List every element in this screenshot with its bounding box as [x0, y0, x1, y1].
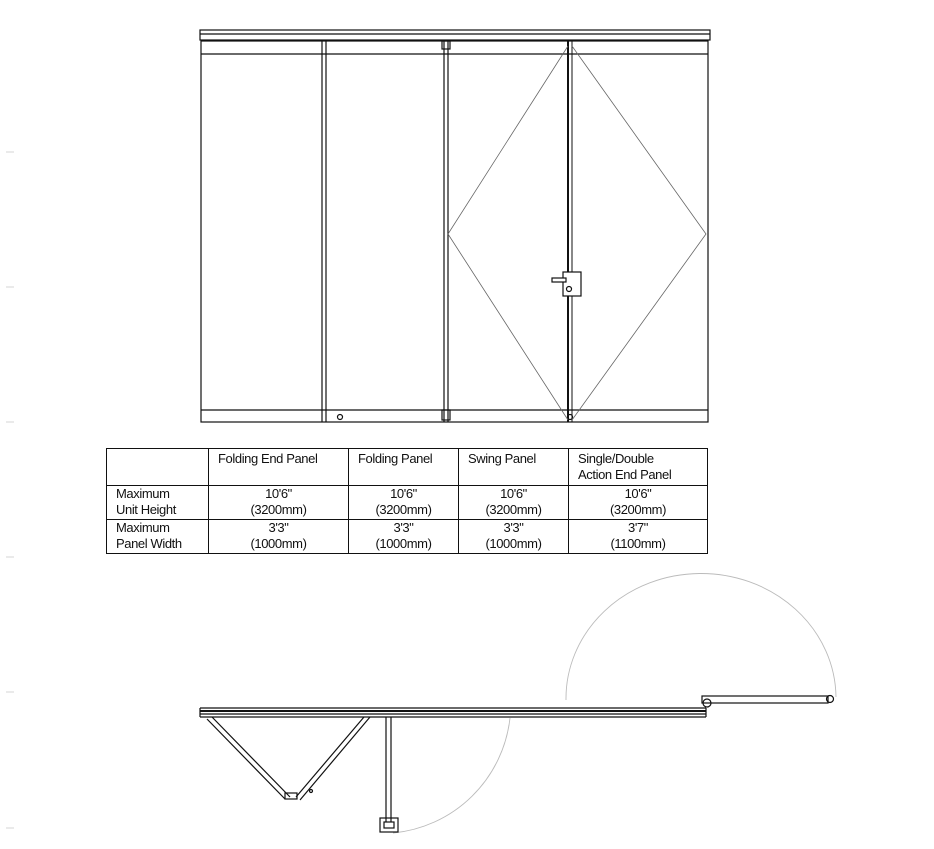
table-cell: 3'3" (1000mm) — [349, 520, 459, 554]
table-cell: 10'6" (3200mm) — [569, 486, 708, 520]
table-row-max-panel-width — [107, 520, 708, 554]
spec-table — [106, 448, 708, 554]
header-folding-end-panel: Folding End Panel — [209, 449, 349, 486]
row-label: Maximum Panel Width — [107, 520, 209, 554]
swing-panel-plan — [380, 717, 398, 832]
header-action-end-panel: Single/Double Action End Panel — [569, 449, 708, 486]
table-cell: 3'3" (1000mm) — [209, 520, 349, 554]
header-swing-panel: Swing Panel — [459, 449, 569, 486]
table-cell: 3'7" (1100mm) — [569, 520, 708, 554]
table-row-max-unit-height — [107, 486, 708, 520]
table-cell: 10'6" (3200mm) — [459, 486, 569, 520]
row-label: Maximum Unit Height — [107, 486, 209, 520]
table-cell: 10'6" (3200mm) — [209, 486, 349, 520]
folded-panels — [207, 717, 370, 800]
table-corner-cell — [107, 449, 209, 486]
table-cell: 10'6" (3200mm) — [349, 486, 459, 520]
header-folding-panel: Folding Panel — [349, 449, 459, 486]
plan-track — [200, 708, 706, 717]
action-end-panel-plan — [702, 696, 834, 708]
table-cell: 3'3" (1000mm) — [459, 520, 569, 554]
table-header-row — [107, 449, 708, 486]
